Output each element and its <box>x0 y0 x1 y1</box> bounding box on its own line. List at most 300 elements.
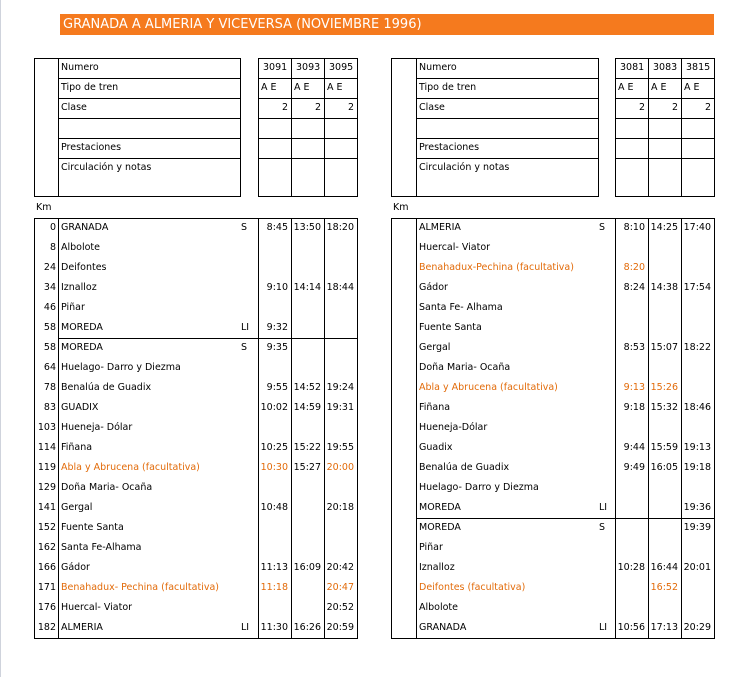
stop-station: Benalúa de Guadix <box>61 382 152 393</box>
stop-station: Iznalloz <box>419 562 455 573</box>
stop-km <box>391 538 416 558</box>
stop-code: S <box>599 522 606 533</box>
stop-time <box>324 358 357 378</box>
stop-km: 114 <box>37 442 56 453</box>
stop-time <box>681 358 714 378</box>
stop-station: Hueneja- Dólar <box>61 422 133 433</box>
stop-time: 20:01 <box>683 562 711 573</box>
stop-time: 13:50 <box>293 222 321 233</box>
header-border <box>34 196 58 197</box>
stop-km <box>391 598 416 618</box>
stop-station: Benahadux-Pechina (facultativa) <box>419 262 574 273</box>
train-notes <box>291 158 324 178</box>
stop-time <box>648 478 681 498</box>
header-label: Circulación y notas <box>61 162 152 173</box>
stop-code <box>240 418 258 438</box>
stop-station: Huelago- Darro y Diezma <box>61 362 181 373</box>
stop-time <box>681 478 714 498</box>
stop-time <box>615 518 648 538</box>
train-notes <box>324 158 357 178</box>
stop-station: MOREDA <box>61 342 103 353</box>
stop-km: 166 <box>37 562 56 573</box>
header-label: Numero <box>61 62 99 73</box>
stop-km: 103 <box>37 422 56 433</box>
stop-time <box>258 358 291 378</box>
stop-km <box>391 218 416 238</box>
stop-time: 19:31 <box>326 402 354 413</box>
train-type: A E <box>261 82 277 93</box>
stop-station: Albolote <box>61 242 101 253</box>
stop-time <box>615 578 648 598</box>
stop-time: 19:36 <box>683 502 711 513</box>
header-border <box>258 196 358 197</box>
stop-time: 14:59 <box>293 402 321 413</box>
stop-time: 8:53 <box>623 342 645 353</box>
train-notes <box>681 158 714 178</box>
stop-station: Fuente Santa <box>61 522 124 533</box>
stop-station: Benalúa de Guadix <box>419 462 510 473</box>
stop-km: 176 <box>37 602 56 613</box>
stop-code <box>240 578 258 598</box>
stop-code <box>240 478 258 498</box>
header-border <box>391 58 392 197</box>
stops-border <box>391 638 715 639</box>
stop-time: 16:44 <box>650 562 678 573</box>
header-blank <box>681 118 714 138</box>
stop-code: S <box>599 222 606 233</box>
stop-time: 11:18 <box>260 582 288 593</box>
stop-code <box>598 378 615 398</box>
stop-time <box>291 598 324 618</box>
stop-time <box>258 538 291 558</box>
train-class: 2 <box>347 102 354 113</box>
stop-code <box>240 558 258 578</box>
stop-station: Deifontes (facultativa) <box>419 582 526 593</box>
header-border <box>391 196 416 197</box>
stop-time: 9:13 <box>623 382 645 393</box>
stop-time: 10:30 <box>260 462 288 473</box>
stop-time <box>648 418 681 438</box>
train-number: 3091 <box>263 62 288 73</box>
stop-km: 78 <box>43 382 56 393</box>
stop-station: MOREDA <box>61 322 103 333</box>
stop-code <box>240 518 258 538</box>
header-blank <box>615 118 648 138</box>
header-border <box>34 58 35 197</box>
stop-station: GRANADA <box>419 622 467 633</box>
stop-station: Gergal <box>61 502 93 513</box>
km-label: Km <box>393 202 409 213</box>
stop-time: 18:22 <box>683 342 711 353</box>
stop-time: 11:13 <box>260 562 288 573</box>
stop-time: 8:20 <box>623 262 645 273</box>
stop-time: 8:45 <box>266 222 288 233</box>
stop-code <box>598 298 615 318</box>
header-blank <box>258 118 291 138</box>
stop-code <box>240 278 258 298</box>
stop-km: 46 <box>43 302 56 313</box>
stop-km <box>391 278 416 298</box>
stop-time <box>324 238 357 258</box>
train-type: A E <box>294 82 310 93</box>
stop-time: 9:44 <box>623 442 645 453</box>
stop-km <box>391 518 416 538</box>
train-number: 3095 <box>329 62 354 73</box>
stop-time: 15:22 <box>293 442 321 453</box>
train-notes <box>615 158 648 178</box>
stop-time <box>324 318 357 338</box>
stop-code <box>240 358 258 378</box>
stop-km: 182 <box>37 622 56 633</box>
train-services <box>681 138 714 158</box>
stop-time: 20:47 <box>326 582 354 593</box>
stop-time: 17:40 <box>683 222 711 233</box>
train-number: 3081 <box>620 62 645 73</box>
header-blank <box>648 118 681 138</box>
header-label: Circulación y notas <box>419 162 510 173</box>
stops-border <box>357 218 358 639</box>
stop-station: MOREDA <box>419 502 461 513</box>
stop-time: 14:38 <box>650 282 678 293</box>
stop-time: 20:42 <box>326 562 354 573</box>
stop-time: 16:05 <box>650 462 678 473</box>
stop-station: Abla y Abrucena (facultativa) <box>419 382 558 393</box>
header-label: Prestaciones <box>61 142 122 153</box>
stop-km: 171 <box>37 582 56 593</box>
train-class: 2 <box>671 102 678 113</box>
stop-time: 9:49 <box>623 462 645 473</box>
train-number: 3093 <box>296 62 321 73</box>
stop-time: 16:09 <box>293 562 321 573</box>
stop-km <box>391 318 416 338</box>
stop-km: 58 <box>43 322 56 333</box>
stop-station: Deifontes <box>61 262 107 273</box>
stop-time: 15:26 <box>650 382 678 393</box>
stop-code <box>598 358 615 378</box>
stop-km <box>391 498 416 518</box>
stop-time: 9:32 <box>266 322 288 333</box>
header-border <box>34 58 58 59</box>
stop-station: Fiñana <box>419 402 451 413</box>
train-type: A E <box>684 82 700 93</box>
stop-code <box>240 398 258 418</box>
stop-time <box>615 498 648 518</box>
stop-km: 162 <box>37 542 56 553</box>
header-label: Tipo de tren <box>419 82 477 93</box>
stop-time <box>291 478 324 498</box>
stop-station: Guadix <box>419 442 453 453</box>
stop-code <box>598 338 615 358</box>
stop-time <box>324 478 357 498</box>
train-services <box>648 138 681 158</box>
stop-station: GUADIX <box>61 402 99 413</box>
stop-time <box>615 298 648 318</box>
stop-time <box>324 418 357 438</box>
header-blank <box>324 118 357 138</box>
train-services <box>324 138 357 158</box>
stop-km <box>391 438 416 458</box>
train-number: 3083 <box>653 62 678 73</box>
stop-time <box>681 598 714 618</box>
stop-km: 8 <box>49 242 56 253</box>
stop-time <box>324 518 357 538</box>
stop-code: LI <box>241 622 250 633</box>
stops-border <box>714 218 715 639</box>
stop-time <box>681 538 714 558</box>
header-label: Tipo de tren <box>61 82 119 93</box>
stop-km <box>391 618 416 638</box>
stop-time: 10:25 <box>260 442 288 453</box>
stop-time: 18:20 <box>326 222 354 233</box>
stop-code: S <box>241 342 248 353</box>
stop-time: 17:13 <box>650 622 678 633</box>
stop-code: LI <box>599 502 608 513</box>
stop-time: 20:59 <box>326 622 354 633</box>
stop-code <box>598 238 615 258</box>
stop-time <box>681 258 714 278</box>
stop-time <box>324 298 357 318</box>
stop-time: 17:54 <box>683 282 711 293</box>
stop-station: Benahadux- Pechina (facultativa) <box>61 582 219 593</box>
stop-time <box>615 538 648 558</box>
header-border <box>615 196 715 197</box>
header-blank <box>291 118 324 138</box>
train-type: A E <box>618 82 634 93</box>
stop-time <box>291 298 324 318</box>
stop-km: 141 <box>37 502 56 513</box>
stop-time: 8:10 <box>623 222 645 233</box>
stop-time <box>615 418 648 438</box>
stop-code <box>240 238 258 258</box>
stop-code: S <box>241 222 248 233</box>
sheet-left-border <box>0 0 1 677</box>
header-border <box>58 196 241 197</box>
stop-station: Abla y Abrucena (facultativa) <box>61 462 200 473</box>
stop-time: 15:27 <box>293 462 321 473</box>
stop-station: Santa Fe-Alhama <box>61 542 142 553</box>
stop-time: 20:18 <box>326 502 354 513</box>
stop-time: 11:30 <box>260 622 288 633</box>
stop-time: 19:55 <box>326 442 354 453</box>
header-label: Clase <box>419 102 445 113</box>
stop-time <box>648 358 681 378</box>
stop-time <box>324 538 357 558</box>
stop-km: 58 <box>43 342 56 353</box>
stop-km: 0 <box>49 222 56 233</box>
stop-km: 34 <box>43 282 56 293</box>
stop-station: Fiñana <box>61 442 93 453</box>
stop-time <box>291 318 324 338</box>
stop-km <box>391 298 416 318</box>
train-class: 2 <box>704 102 711 113</box>
stop-time: 16:26 <box>293 622 321 633</box>
train-class: 2 <box>281 102 288 113</box>
stop-code <box>240 438 258 458</box>
stop-km: 129 <box>37 482 56 493</box>
stop-code <box>240 378 258 398</box>
stop-code <box>598 258 615 278</box>
stop-km <box>391 238 416 258</box>
stop-station: Doña Maria- Ocaña <box>419 362 511 373</box>
stop-code <box>240 598 258 618</box>
stop-time: 20:29 <box>683 622 711 633</box>
stop-time: 19:18 <box>683 462 711 473</box>
stop-time <box>681 418 714 438</box>
header-border <box>416 196 599 197</box>
stop-station: ALMERIA <box>61 622 103 633</box>
stop-time <box>258 238 291 258</box>
stop-station: Huelago- Darro y Diezma <box>419 482 539 493</box>
stop-time <box>615 358 648 378</box>
stop-time: 19:24 <box>326 382 354 393</box>
stop-time <box>648 298 681 318</box>
stop-time: 10:56 <box>617 622 645 633</box>
train-class: 2 <box>638 102 645 113</box>
stop-time: 9:55 <box>266 382 288 393</box>
stop-time: 9:10 <box>266 282 288 293</box>
stop-time: 14:14 <box>293 282 321 293</box>
stop-time: 9:18 <box>623 402 645 413</box>
stop-time: 10:48 <box>260 502 288 513</box>
stop-time <box>291 418 324 438</box>
stop-station: Huercal- Viator <box>61 602 133 613</box>
stop-time <box>258 518 291 538</box>
stop-km <box>391 578 416 598</box>
stop-km <box>391 398 416 418</box>
stop-time: 15:07 <box>650 342 678 353</box>
stop-time <box>648 518 681 538</box>
stop-km <box>391 458 416 478</box>
stop-station: Gádor <box>419 282 448 293</box>
stop-time <box>648 538 681 558</box>
stop-code <box>598 558 615 578</box>
stop-time <box>258 418 291 438</box>
header-label <box>416 118 598 138</box>
header-label <box>58 118 240 138</box>
km-label: Km <box>36 202 52 213</box>
train-services <box>615 138 648 158</box>
stop-time: 19:39 <box>683 522 711 533</box>
stop-km: 152 <box>37 522 56 533</box>
stop-time: 14:25 <box>650 222 678 233</box>
stop-time <box>258 478 291 498</box>
stop-station: Iznalloz <box>61 282 97 293</box>
stop-km <box>391 558 416 578</box>
header-label: Prestaciones <box>419 142 480 153</box>
stop-code: LI <box>241 322 250 333</box>
train-type: A E <box>651 82 667 93</box>
stop-time: 14:52 <box>293 382 321 393</box>
page-title: GRANADA A ALMERIA Y VICEVERSA (NOVIEMBRE 1996) <box>60 14 714 35</box>
stop-time: 15:32 <box>650 402 678 413</box>
train-number: 3815 <box>686 62 711 73</box>
stop-time <box>615 318 648 338</box>
stop-code <box>240 498 258 518</box>
stop-time <box>681 378 714 398</box>
stop-station: MOREDA <box>419 522 461 533</box>
stop-station: Doña Maria- Ocaña <box>61 482 153 493</box>
stop-time <box>681 578 714 598</box>
stop-code: LI <box>599 622 608 633</box>
train-services <box>291 138 324 158</box>
stop-time: 10:28 <box>617 562 645 573</box>
stop-station: Fuente Santa <box>419 322 482 333</box>
stop-code <box>598 438 615 458</box>
stop-time <box>615 478 648 498</box>
stop-station: Huercal- Viator <box>419 242 491 253</box>
stop-time <box>615 598 648 618</box>
stop-time <box>291 498 324 518</box>
stop-station: Santa Fe- Alhama <box>419 302 503 313</box>
train-class: 2 <box>314 102 321 113</box>
stop-time <box>648 238 681 258</box>
stop-code <box>240 298 258 318</box>
stop-time <box>291 518 324 538</box>
stop-time <box>291 538 324 558</box>
stop-time <box>681 318 714 338</box>
stops-border <box>34 638 358 639</box>
stop-code <box>598 598 615 618</box>
stop-km: 119 <box>37 462 56 473</box>
stop-code <box>240 458 258 478</box>
stop-time <box>648 498 681 518</box>
train-notes <box>258 158 291 178</box>
stop-time <box>324 258 357 278</box>
stop-time: 8:24 <box>623 282 645 293</box>
stop-time: 20:52 <box>326 602 354 613</box>
stop-station: Gergal <box>419 342 451 353</box>
stop-code <box>598 578 615 598</box>
stop-time: 19:13 <box>683 442 711 453</box>
stop-station: Piñar <box>61 302 85 313</box>
stop-time <box>258 258 291 278</box>
stop-time <box>648 258 681 278</box>
stop-code <box>598 418 615 438</box>
stop-time <box>681 238 714 258</box>
stop-station: Gádor <box>61 562 90 573</box>
stop-time <box>291 578 324 598</box>
stop-km: 64 <box>43 362 56 373</box>
stop-time: 18:44 <box>326 282 354 293</box>
header-label: Numero <box>419 62 457 73</box>
stop-time: 16:52 <box>650 582 678 593</box>
train-notes <box>648 158 681 178</box>
stop-station: Piñar <box>419 542 443 553</box>
stop-time <box>258 598 291 618</box>
stop-time: 15:59 <box>650 442 678 453</box>
stop-code <box>598 478 615 498</box>
stop-km: 83 <box>43 402 56 413</box>
stop-time <box>291 238 324 258</box>
stop-km <box>391 258 416 278</box>
stop-km <box>391 478 416 498</box>
header-label: Clase <box>61 102 87 113</box>
stop-time <box>291 358 324 378</box>
stop-time: 9:35 <box>266 342 288 353</box>
stop-station: Hueneja-Dólar <box>419 422 488 433</box>
stop-code <box>598 458 615 478</box>
stop-time: 20:00 <box>326 462 354 473</box>
stop-station: Albolote <box>419 602 459 613</box>
stop-station: ALMERIA <box>419 222 461 233</box>
stop-code <box>240 258 258 278</box>
stop-time <box>291 258 324 278</box>
train-services <box>258 138 291 158</box>
stop-code <box>240 538 258 558</box>
stop-km <box>391 338 416 358</box>
train-type: A E <box>327 82 343 93</box>
stop-code <box>598 398 615 418</box>
